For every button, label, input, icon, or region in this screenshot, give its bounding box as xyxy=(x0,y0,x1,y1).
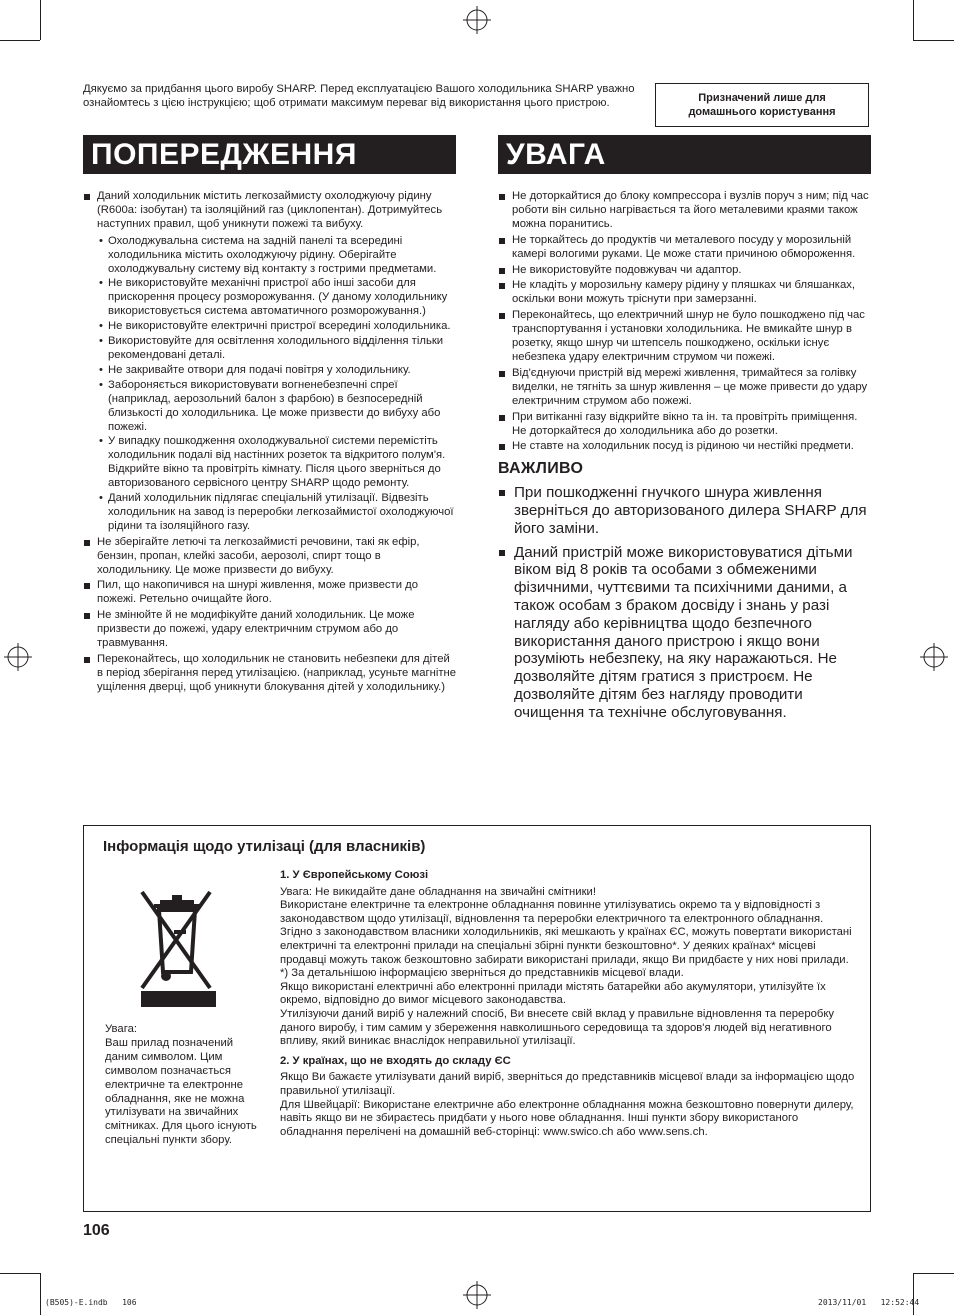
caution-item: Не кладіть у морозильну камеру рідину у пляшках чи бляшанках, оскільки вони можуть тріснути при замерзанні. xyxy=(498,279,872,307)
warning-item-text: Даний холодильник містить легкозаймисту охолоджуючу рідину (R600a: ізобутан) та ізоляційний газ (циклопентан). Дотримуйтесь наступних правил, щоб уникнути пожежі та вибуху. xyxy=(97,190,443,230)
warning-subitem: • Даний холодильник підлягає спеціальній утилізації. Відвезіть холодильник на завод із переробки легкозаймистої охолоджуючої рідини та ізоляційного газу. xyxy=(83,492,458,534)
household-use-box xyxy=(655,83,869,127)
warning-subitem: • Охолоджувальна система на задній панелі та всередині холодильника містить охолоджуючу рідину. Оберігайте охолоджувальну систему від контакту з гострими предметами. xyxy=(83,235,458,277)
symbol-note: Увага: Ваш прилад позначений даним символом. Цим символом позначається електричне та електронне обладнання, яке не можна утилізувати на звичайних смітниках. Для цього існують спеціальні пункти збору. xyxy=(105,1023,257,1147)
page-number: 106 xyxy=(83,1222,110,1239)
warning-item: Переконайтесь, що холодильник не становить небезпеки для дітей в період зберігання перед утилізацією. (наприклад, усуньте магнітне ущілення дверці, щоб уникнути блокування дітей у холодильнику.) xyxy=(83,653,458,695)
caution-item: Від'єднуючи пристрій від мережі живлення, тримайтеся за голівку виделки, не тягніть за шнур живлення – це може привести до удару електричним струмом або пожежі. xyxy=(498,367,872,409)
eu-paragraph: *) За детальнішою інформацією зверніться до представників місцевої влади. xyxy=(280,967,684,980)
eu-paragraph: Увага: Не викидайте дане обладнання на звичайні смітники! xyxy=(280,885,596,898)
important-item: Даний пристрій може використовуватися дітьми віком від 8 років та особами з обмеженими фізичними, чуттєвими та психічними даними, а також особам з браком досвіду і знань у разі нагляду або керівництва щодо безпечного використання даного пристрою і якщо вони розуміють небезпеку, на яку наражаються. Не дозволяйте дітям гратися з пристроєм. Не дозволяйте дітям без нагляду проводити очищення та технічне обслуговування. xyxy=(498,544,872,722)
registration-mark-icon xyxy=(4,643,32,671)
warning-item: Не змінюйте й не модифікуйте даний холодильник. Це може призвести до пожежі, удару електричним струмом або до травмування. xyxy=(83,609,458,651)
caution-item: Переконайтесь, що електричний шнур не було пошкоджено під час транспортування і установки холодильника. Не вмикайте шнур в розетку, якщо шнур чи штепсель пошкоджено, оскільки існує небезпека удару електричним струмом чи пожежі. xyxy=(498,309,872,365)
registration-mark-icon xyxy=(463,1281,491,1309)
warning-subitem: • Забороняється використовувати вогненебезпечні спреї (наприклад, аерозольний балон з фарбою) в безпосередній близькості до холодильника. Це може призвести до вибуху або пожежі. xyxy=(83,379,458,435)
eu-paragraph: Згідно з законодавством власники холодильників, які мешкають у країнах ЄС, можуть повертати використані електричні та електронні прилади на спеціальні збірні пункти безкоштовно*. У деяких країнах* місцеві продавці можуть також безкоштовно забирати використані прилади, якщо Ви придбаєте у них нові прилади. xyxy=(280,926,852,966)
eu-paragraph: Якщо використані електричні або електронні прилади містять батарейки або акумулятори, утилізуйте їх окремо, відповідно до вимог місцевого законодавства. xyxy=(280,980,826,1007)
non-eu-heading: 2. У країнах, що не входять до складу ЄС xyxy=(280,1054,511,1067)
eu-paragraph: Використане електричне та електронне обладнання повинне утилізуватись окремо та у відповідності з законодавством щодо утилізації, відновлення та переробки електричного та електронного обладнання. xyxy=(280,899,824,925)
important-heading: ВАЖЛИВО xyxy=(498,460,584,478)
warning-subitem: • Не використовуйте електричні пристрої всередині холодильника. xyxy=(83,320,458,334)
warning-subitem: • Використовуйте для освітлення холодильного відділення тільки рекомендовані деталі. xyxy=(83,335,458,363)
print-file-info: (B505)-E.indb 106 xyxy=(45,1298,137,1307)
warning-item: Пил, що накопичився на шнурі живлення, може призвести до пожежі. Ретельно очищайте його. xyxy=(83,579,458,607)
caution-item: При витіканні газу відкрийте вікно та ін. та провітріть приміщення. Не доторкайтеся до холодильника або до розетки. xyxy=(498,411,872,439)
caution-item: Не ставте на холодильник посуд із рідиною чи нестійкі предмети. xyxy=(498,440,872,454)
important-list xyxy=(498,484,872,721)
warning-subitem: • Не використовуйте механічні пристрої або інші засоби для прискорення процесу розморожування. (У даному холодильнику використовується система автоматичного розморожування.) xyxy=(83,277,458,319)
important-item: При пошкодженні гнучкого шнура живлення зверніться до авторизованого дилера SHARP для його заміни. xyxy=(498,484,872,537)
warning-item: Не зберігайте летючі та легкозаймисті речовини, такі як ефір, бензин, пропан, клейкі засоби, аерозолі, спирт тощо в холодильнику. Це може призвести до вибуху. xyxy=(83,536,458,578)
caution-section xyxy=(498,190,872,728)
warning-item xyxy=(83,190,458,534)
household-use-line1: Призначений лише для xyxy=(698,92,826,104)
eu-heading: 1. У Європейському Союзі xyxy=(280,869,429,881)
registration-mark-icon xyxy=(463,6,491,34)
caution-item: Не торкайтесь до продуктів чи металевого посуду у морозильній камері вологими руками. Це може стати причиною обмороження. xyxy=(498,234,872,262)
warning-subitem: • Не закривайте отвори для подачі повітря у холодильнику. xyxy=(83,364,458,378)
disposal-heading: Інформація щодо утилізаці (для власників) xyxy=(103,838,426,855)
caution-item: Не використовуйте подовжувач чи адаптор. xyxy=(498,264,872,278)
registration-mark-icon xyxy=(920,643,948,671)
print-timestamp: 2013/11/01 12:52:44 xyxy=(818,1298,920,1307)
crossed-out-wheelie-bin-icon xyxy=(132,880,220,1010)
disposal-text xyxy=(280,869,855,1139)
intro-text: Дякуємо за придбання цього виробу SHARP. Перед експлуатацією Вашого холодильника SHARP уважно ознайомтесь з цією інструкцією; щоб отримати максимум переваг від використання цього пристрою. xyxy=(83,83,635,110)
caution-heading: УВАГА xyxy=(498,135,871,174)
non-eu-paragraph: Для Швейцарії: Використане електричне або електронне обладнання можна безкоштовно повернути дилеру, навіть якщо ви не збираєтесь придбати у нього нове обладнання. Інші пункти збору використаного обладнання перелічені на домашній веб-сторінці: www.swico.ch або www.sens.ch. xyxy=(280,1098,854,1138)
warning-sublist xyxy=(97,235,458,534)
caution-item: Не доторкайтися до блоку компрессора і вузлів поруч з ним; під час роботи він сильно нагрівається та його металевими краями також можна поранитись. xyxy=(498,190,872,232)
household-use-line2: домашнього користування xyxy=(688,106,836,118)
warning-section xyxy=(83,190,458,697)
eu-paragraph: Утилізуючи даний виріб у належний спосіб, Ви внесете свій вклад у правильне відновлення та переробку даного виробу, і тим самим у збереження навколишнього середовища та здоров'я людей від негативного впливу, який виникає внаслідок неправильної утилізації. xyxy=(280,1007,835,1048)
warning-subitem: • У випадку пошкодження охолоджувальної системи перемістіть холодильник подалі від настінних розеток та відкритого полум'я. Відкрийте вікно та провітріть кімнату. Після цього зверніться до авторизованого сервісного центру SHARP щодо ремонту. xyxy=(83,435,458,491)
non-eu-paragraph: Якщо Ви бажаєте утилізувати даний виріб, зверніться до представників місцевої влади за інформацією щодо правильної утилізації. xyxy=(280,1071,855,1097)
warning-heading: ПОПЕРЕДЖЕННЯ xyxy=(83,135,456,174)
